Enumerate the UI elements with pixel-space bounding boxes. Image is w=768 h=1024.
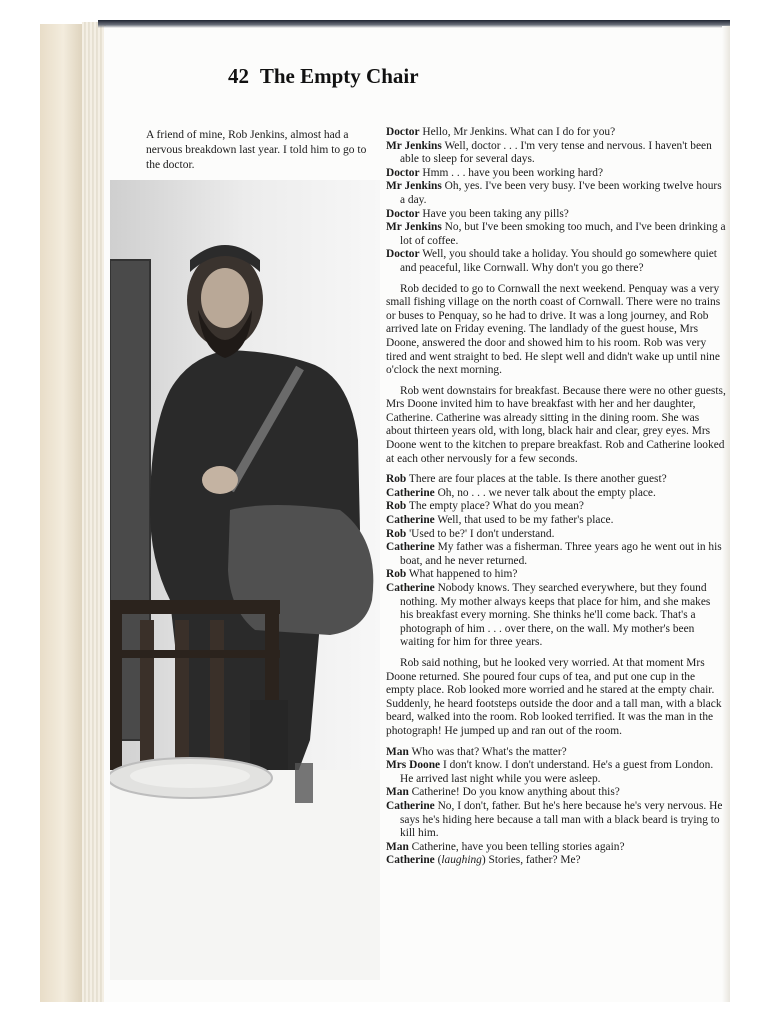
dialogue-text: 'Used to be?' I don't understand. bbox=[409, 527, 555, 540]
dialogue-line bbox=[386, 841, 726, 855]
dialogue-text: Well, doctor . . . I'm very tense and nervous. I haven't been able to sleep for several days. bbox=[400, 139, 712, 166]
spacer bbox=[386, 276, 726, 283]
dialogue-line bbox=[386, 221, 726, 248]
speaker: Rob bbox=[386, 527, 407, 540]
dialogue-text: Who was that? What's the matter? bbox=[411, 745, 567, 758]
dialogue-line bbox=[386, 800, 726, 841]
speaker: Man bbox=[386, 786, 409, 799]
speaker: Mrs Doone bbox=[386, 759, 441, 772]
dialogue-line-last: Catherine (laughing) Stories, father? Me? bbox=[386, 854, 581, 867]
dialogue-text: The empty place? What do you mean? bbox=[408, 500, 584, 513]
spacer bbox=[386, 466, 726, 473]
dialogue-text: There are four places at the table. Is there another guest? bbox=[408, 473, 667, 486]
dialogue-text: Catherine! Do you know anything about this? bbox=[411, 786, 620, 799]
dialogue-line bbox=[386, 487, 726, 501]
dialogue-text: What happened to him? bbox=[408, 568, 518, 581]
chapter-number: 42 bbox=[228, 64, 249, 88]
spacer bbox=[386, 650, 726, 657]
dialogue-line bbox=[386, 541, 726, 568]
speaker: Rob bbox=[386, 568, 407, 581]
speaker: Doctor bbox=[386, 126, 420, 138]
dialogue-line bbox=[386, 514, 726, 528]
dialogue-line bbox=[386, 180, 726, 207]
spacer bbox=[386, 378, 726, 385]
speaker: Man bbox=[386, 745, 409, 758]
dialogue-text: Have you been taking any pills? bbox=[422, 207, 569, 220]
dialogue-text: Well, that used to be my father's place. bbox=[437, 514, 614, 527]
page-stack bbox=[82, 22, 106, 1002]
speaker: Catherine bbox=[386, 799, 435, 812]
page-top-shadow bbox=[98, 20, 730, 28]
intro-text: A friend of mine, Rob Jenkins, almost had a nervous breakdown last year. I told him to go to the doctor. bbox=[146, 129, 367, 171]
speaker: Catherine bbox=[386, 486, 435, 499]
dialogue-line bbox=[386, 568, 726, 582]
narrative-paragraph: Rob said nothing, but he looked very worried. At that moment Mrs Doone returned. She poured four cups of tea, and put one cup in the empty place. Rob looked more worried and he stared at the empty chair. Suddenly, he heard footsteps outside the door and a tall man, with a black beard, walked into the room. Rob looked terrified. It was the man in the photograph! He jumped up and ran out of the room. bbox=[386, 656, 722, 737]
speaker: Catherine bbox=[386, 514, 435, 527]
dialogue-line bbox=[386, 746, 726, 760]
dialogue-breakfast bbox=[386, 473, 726, 650]
chapter-title-text: The Empty Chair bbox=[259, 64, 419, 88]
speaker: Catherine bbox=[386, 541, 435, 554]
dialogue-text: I don't know. I don't understand. He's a guest from London. He arrived last night while you were asleep. bbox=[400, 759, 714, 785]
narrative-paragraph: Rob decided to go to Cornwall the next weekend. Penquay was a very small fishing village on the north coast of Cornwall. There were no trains or buses to Penquay, so he had to drive. It was a long journey, and Rob arrived late on Friday evening. The landlady of the guest house, Mrs Doone, answered the door and showed him to his room. Rob was very tired and went straight to bed. He slept well and didn't wake up until nine o'clock the next morning. bbox=[386, 282, 721, 377]
dialogue-line bbox=[386, 473, 726, 487]
stage-direction: laughing bbox=[441, 854, 482, 867]
dialogue-line bbox=[386, 126, 726, 140]
story-column bbox=[386, 126, 726, 868]
dialogue-text: Catherine, have you been telling stories again? bbox=[411, 840, 625, 853]
speaker: Rob bbox=[386, 473, 407, 486]
dialogue-line bbox=[386, 500, 726, 514]
dialogue-line bbox=[386, 582, 726, 650]
speaker: Catherine bbox=[386, 582, 435, 594]
dialogue-text: Hmm . . . have you been working hard? bbox=[422, 166, 604, 179]
dialogue-text: Hello, Mr Jenkins. What can I do for you? bbox=[422, 126, 616, 138]
dialogue-line bbox=[386, 248, 726, 275]
dialogue-line bbox=[386, 759, 726, 786]
dialogue-text: Nobody knows. They searched everywhere, but they found nothing. My mother always keeps that place for him, and she makes his breakfast every morning. She thinks he'll come back. That's a photograph of him . . . over there, on the wall. My mother's been waiting for him for three years. bbox=[400, 582, 711, 649]
dialogue-doctor bbox=[386, 126, 726, 276]
speaker: Doctor bbox=[386, 248, 420, 261]
chapter-title bbox=[228, 64, 528, 89]
dialogue-text: No, but I've been smoking too much, and I've been drinking a lot of coffee. bbox=[400, 221, 726, 247]
dialogue-text: Well, you should take a holiday. You should go somewhere quiet and peaceful, like Cornwall. Why don't you go there? bbox=[400, 248, 717, 274]
speaker: Doctor bbox=[386, 207, 420, 220]
dialogue-line bbox=[386, 786, 726, 800]
speaker: Mr Jenkins bbox=[386, 180, 442, 193]
dialogue-text: Oh, yes. I've been very busy. I've been working twelve hours a day. bbox=[400, 180, 722, 206]
speaker: Mr Jenkins bbox=[386, 221, 442, 234]
dialogue-text: Oh, no . . . we never talk about the empty place. bbox=[437, 486, 656, 499]
dialogue-ending bbox=[386, 746, 726, 868]
photograph-bearded-man bbox=[110, 180, 380, 980]
dialogue-line bbox=[386, 208, 726, 222]
spacer bbox=[386, 739, 726, 746]
speaker: Catherine bbox=[386, 854, 435, 867]
narrative-paragraph: Rob went downstairs for breakfast. Because there were no other guests, Mrs Doone invited him to have breakfast with her and her daughter, Catherine. Catherine was already sitting in the dining room. She was about thirteen years old, with long, black hair and clear, grey eyes. Mrs Doone went to the kitchen to prepare breakfast. Rob and Catherine looked at each other nervously for a few seconds. bbox=[386, 384, 726, 465]
speaker: Man bbox=[386, 840, 409, 853]
dialogue-line bbox=[386, 528, 726, 542]
dialogue-text: Stories, father? Me? bbox=[488, 854, 581, 867]
speaker: Rob bbox=[386, 500, 407, 513]
dialogue-line bbox=[386, 167, 726, 181]
speaker: Mr Jenkins bbox=[386, 139, 442, 152]
dialogue-line bbox=[386, 140, 726, 167]
speaker: Doctor bbox=[386, 166, 420, 179]
dialogue-text: No, I don't, father. But he's here because he's very nervous. He says he's hiding here because a tall man with a black beard is trying to kill him. bbox=[400, 799, 723, 840]
dialogue-text: My father was a fisherman. Three years ago he went out in his boat, and he never returned. bbox=[400, 541, 722, 567]
